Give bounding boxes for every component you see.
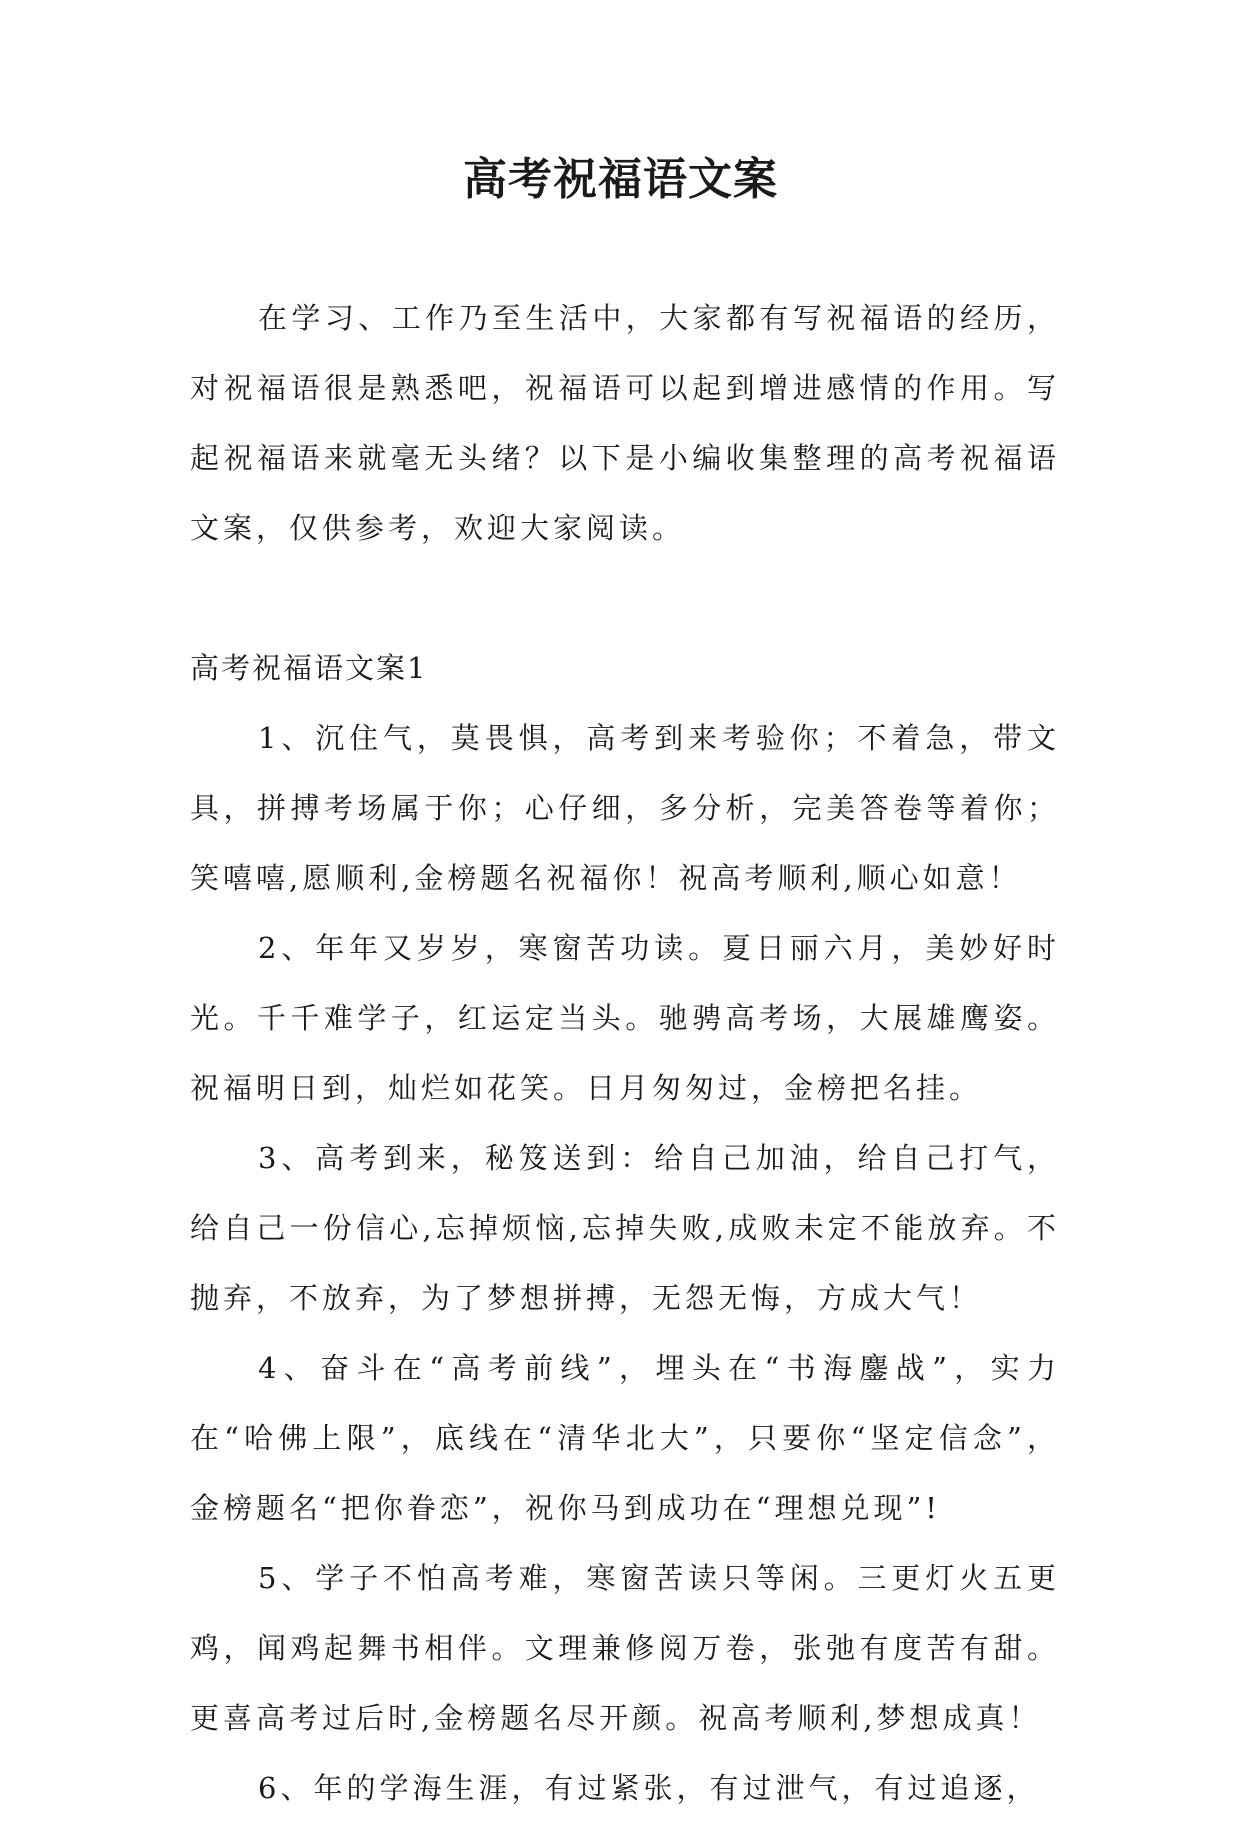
intro-paragraph: 在学习、工作乃至生活中，大家都有写祝福语的经历，对祝福语很是熟悉吧，祝福语可以起到增进感情的作用。写起祝福语来就毫无头绪？以下是小编收集整理的高考祝福语文案，仅供参考，欢迎大家阅读。	[190, 301, 1060, 545]
list-item: 4、奋斗在“高考前线”，埋头在“书海鏖战”，实力在“哈佛上限”，底线在“清华北大”，只要你“坚定信念”，金榜题名“把你眷恋”，祝你马到成功在“理想兑现”!	[190, 1351, 1060, 1525]
list-item: 3、高考到来，秘笈送到：给自己加油，给自己打气，给自己一份信心,忘掉烦恼,忘掉失败,成败未定不能放弃。不抛弃，不放弃，为了梦想拼搏，无怨无悔，方成大气！	[190, 1141, 1060, 1315]
document-title: 高考祝福语文案	[463, 154, 778, 205]
list-item: 6、年的学海生涯，有过紧张，有过泄气，有过追逐，	[258, 1771, 1040, 1805]
document-body	[190, 283, 1060, 1823]
list-item: 5、学子不怕高考难，寒窗苦读只等闲。三更灯火五更鸡，闻鸡起舞书相伴。文理兼修阅万卷，张弛有度苦有甜。更喜高考过后时,金榜题名尽开颜。祝高考顺利,梦想成真！	[190, 1561, 1060, 1735]
list-item: 2、年年又岁岁，寒窗苦功读。夏日丽六月，美妙好时光。千千难学子，红运定当头。驰骋高考场，大展雄鹰姿。祝福明日到，灿烂如花笑。日月匆匆过，金榜把名挂。	[190, 931, 1060, 1105]
list-item: 1、沉住气，莫畏惧，高考到来考验你；不着急，带文具，拼搏考场属于你；心仔细，多分析，完美答卷等着你；笑嘻嘻,愿顺利,金榜题名祝福你！祝高考顺利,顺心如意！	[190, 721, 1060, 895]
section-title: 高考祝福语文案1	[190, 651, 428, 685]
